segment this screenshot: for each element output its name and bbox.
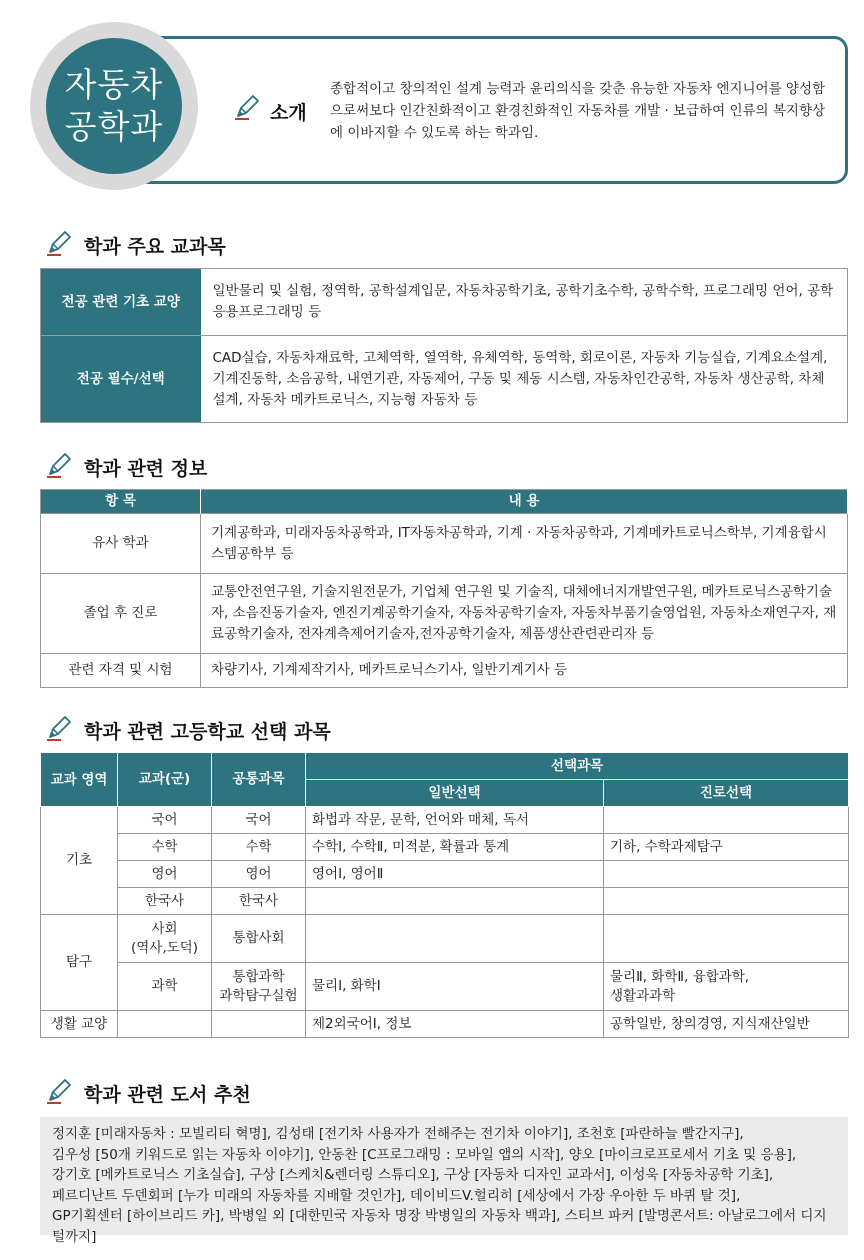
- table-row: [41, 336, 848, 423]
- row-content: 교통안전연구원, 기술지원전문가, 기업체 연구원 및 기술직, 대체에너지개발연구원, 메카트로닉스공학기술자, 소음진동기술자, 엔진기계공학기술자, 자동차공학기술자, 자동차부품기술영업원, 자동차소재연구자, 재료공학기술자, 전자계측제어기술자,전자공학기술자, 제품생산관련관리자 등: [201, 574, 848, 654]
- row-content: CAD실습, 자동차재료학, 고체역학, 열역학, 유체역학, 동역학, 회로이론, 자동차 기능실습, 기계요소설계, 기계진동학, 소음공학, 내연기관, 자동제어, 구동 및 제동 시스템, 자동차인간공학, 자동차 생산공학, 차체설계, 자동차 메카트로닉스, 지능형 자동차 등: [201, 336, 848, 423]
- career-cell: 기하, 수학과제탐구: [604, 834, 849, 861]
- general-cell: 물리Ⅰ, 화학Ⅰ: [306, 963, 604, 1011]
- row-label: 전공 관련 기초 교양: [41, 269, 201, 336]
- column-header: 선택과목: [306, 753, 849, 780]
- row-content: 일반물리 및 실험, 정역학, 공학설계입문, 자동차공학기초, 공학기초수학, 공학수학, 프로그래밍 언어, 공학응용프로그래밍 등: [201, 269, 848, 336]
- column-header: 진로선택: [604, 780, 849, 807]
- subjects-heading-text: 학과 관련 고등학교 선택 과목: [84, 720, 331, 743]
- info-table: [40, 489, 848, 688]
- common-cell: 통합과학 과학탐구실험: [212, 963, 306, 1011]
- common-cell: 한국사: [212, 888, 306, 915]
- general-cell: 수학Ⅰ, 수학Ⅱ, 미적분, 확률과 통계: [306, 834, 604, 861]
- column-header: 일반선택: [306, 780, 604, 807]
- career-cell: [604, 807, 849, 834]
- book-line: GP기획센터 [하이브리드 카], 박병일 외 [대한민국 자동차 명장 박병일의 자동차 백과], 스티브 파커 [발명콘서트: 아날로그에서 디지털까지]: [52, 1208, 827, 1245]
- row-label: 졸업 후 진로: [41, 574, 201, 654]
- common-cell: 통합사회: [212, 915, 306, 963]
- subjects-heading: [44, 713, 331, 747]
- row-content: 기계공학과, 미래자동차공학과, IT자동차공학과, 기계 · 자동차공학과, 기계메카트로닉스학부, 기계융합시스템공학부 등: [201, 514, 848, 574]
- general-cell: 영어Ⅰ, 영어Ⅱ: [306, 861, 604, 888]
- books-heading-text: 학과 관련 도서 추천: [84, 1083, 251, 1106]
- common-cell: 국어: [212, 807, 306, 834]
- pencil-icon: [44, 1076, 74, 1110]
- area-cell: 기초: [41, 807, 118, 915]
- table-row: [41, 807, 849, 834]
- column-header: 내 용: [201, 490, 848, 514]
- title-badge: [46, 38, 182, 174]
- table-row: [41, 963, 849, 1011]
- column-header: 교과(군): [118, 753, 212, 807]
- book-line: 정지훈 [미래자동차 : 모빌리티 혁명], 김성태 [전기차 사용자가 전해주는 전기차 이야기], 조천호 [파란하늘 빨간지구],: [52, 1126, 744, 1142]
- row-content: 차량기사, 기계제작기사, 메카트로닉스기사, 일반기계기사 등: [201, 654, 848, 688]
- group-cell: 영어: [118, 861, 212, 888]
- general-cell: 화법과 작문, 문학, 언어와 매체, 독서: [306, 807, 604, 834]
- book-line: 페르디난트 두덴회퍼 [누가 미래의 자동차를 지배할 것인가], 데이비드V.헐리히 [세상에서 가장 우아한 두 바퀴 탈 것],: [52, 1187, 741, 1204]
- info-heading-text: 학과 관련 정보: [84, 457, 208, 480]
- group-cell: [118, 1011, 212, 1038]
- table-row: [41, 888, 849, 915]
- table-header-row: [41, 490, 848, 514]
- table-row: [41, 915, 849, 963]
- book-list: [40, 1117, 848, 1245]
- career-cell: 물리Ⅱ, 화학Ⅱ, 융합과학, 생활과과학: [604, 963, 849, 1011]
- courses-table: [40, 268, 848, 423]
- group-cell: 사회 (역사,도덕): [118, 915, 212, 963]
- intro-text: 종합적이고 창의적인 설계 능력과 윤리의식을 갖춘 유능한 자동차 엔지니어를 양성함으로써보다 인간친화적이고 환경친화적인 자동차를 개발 · 보급하여 인류의 복지향상에 이바지할 수 있도록 하는 학과임.: [330, 81, 826, 141]
- book-line: 김우성 [50개 키워드로 읽는 자동차 이야기], 안동찬 [C프로그래밍 : 모바일 앱의 시작], 양오 [마이크로프로세서 기초 및 응용],: [52, 1146, 797, 1163]
- department-title-line1: 자동차: [64, 65, 164, 104]
- pencil-icon: [44, 228, 74, 262]
- common-cell: 영어: [212, 861, 306, 888]
- table-header-row: [41, 753, 849, 780]
- courses-heading: [44, 228, 226, 262]
- table-row: [41, 1011, 849, 1038]
- area-cell: 생활 교양: [41, 1011, 118, 1038]
- common-cell: 수학: [212, 834, 306, 861]
- department-title-line2: 공학과: [64, 107, 164, 146]
- common-cell: [212, 1011, 306, 1038]
- courses-heading-text: 학과 주요 교과목: [84, 235, 226, 258]
- table-row: [41, 514, 848, 574]
- column-header: 공통과목: [212, 753, 306, 807]
- column-header: 교과 영역: [41, 753, 118, 807]
- row-label: 관련 자격 및 시험: [41, 654, 201, 688]
- table-row: [41, 269, 848, 336]
- group-cell: 수학: [118, 834, 212, 861]
- table-row: [41, 861, 849, 888]
- general-cell: 제2외국어Ⅰ, 정보: [306, 1011, 604, 1038]
- row-label: 유사 학과: [41, 514, 201, 574]
- career-cell: [604, 861, 849, 888]
- pencil-icon: [232, 92, 262, 126]
- pencil-icon: [44, 450, 74, 484]
- table-row: [41, 834, 849, 861]
- book-line: 강기호 [메카트로닉스 기초실습], 구상 [스케치&렌더링 스튜디오], 구상 [자동차 디자인 교과서], 이성욱 [자동차공학 기초],: [52, 1167, 774, 1183]
- books-heading: [44, 1076, 251, 1110]
- career-cell: [604, 915, 849, 963]
- intro-label: 소개: [270, 102, 307, 124]
- group-cell: 한국사: [118, 888, 212, 915]
- row-label: 전공 필수/선택: [41, 336, 201, 423]
- group-cell: 국어: [118, 807, 212, 834]
- career-cell: 공학일반, 창의경영, 지식재산일반: [604, 1011, 849, 1038]
- table-row: [41, 654, 848, 688]
- area-cell: 탐구: [41, 915, 118, 1011]
- table-row: [41, 574, 848, 654]
- column-header: 항 목: [41, 490, 201, 514]
- general-cell: [306, 888, 604, 915]
- career-cell: [604, 888, 849, 915]
- pencil-icon: [44, 713, 74, 747]
- general-cell: [306, 915, 604, 963]
- subjects-table: [40, 752, 849, 1038]
- info-heading: [44, 450, 207, 484]
- group-cell: 과학: [118, 963, 212, 1011]
